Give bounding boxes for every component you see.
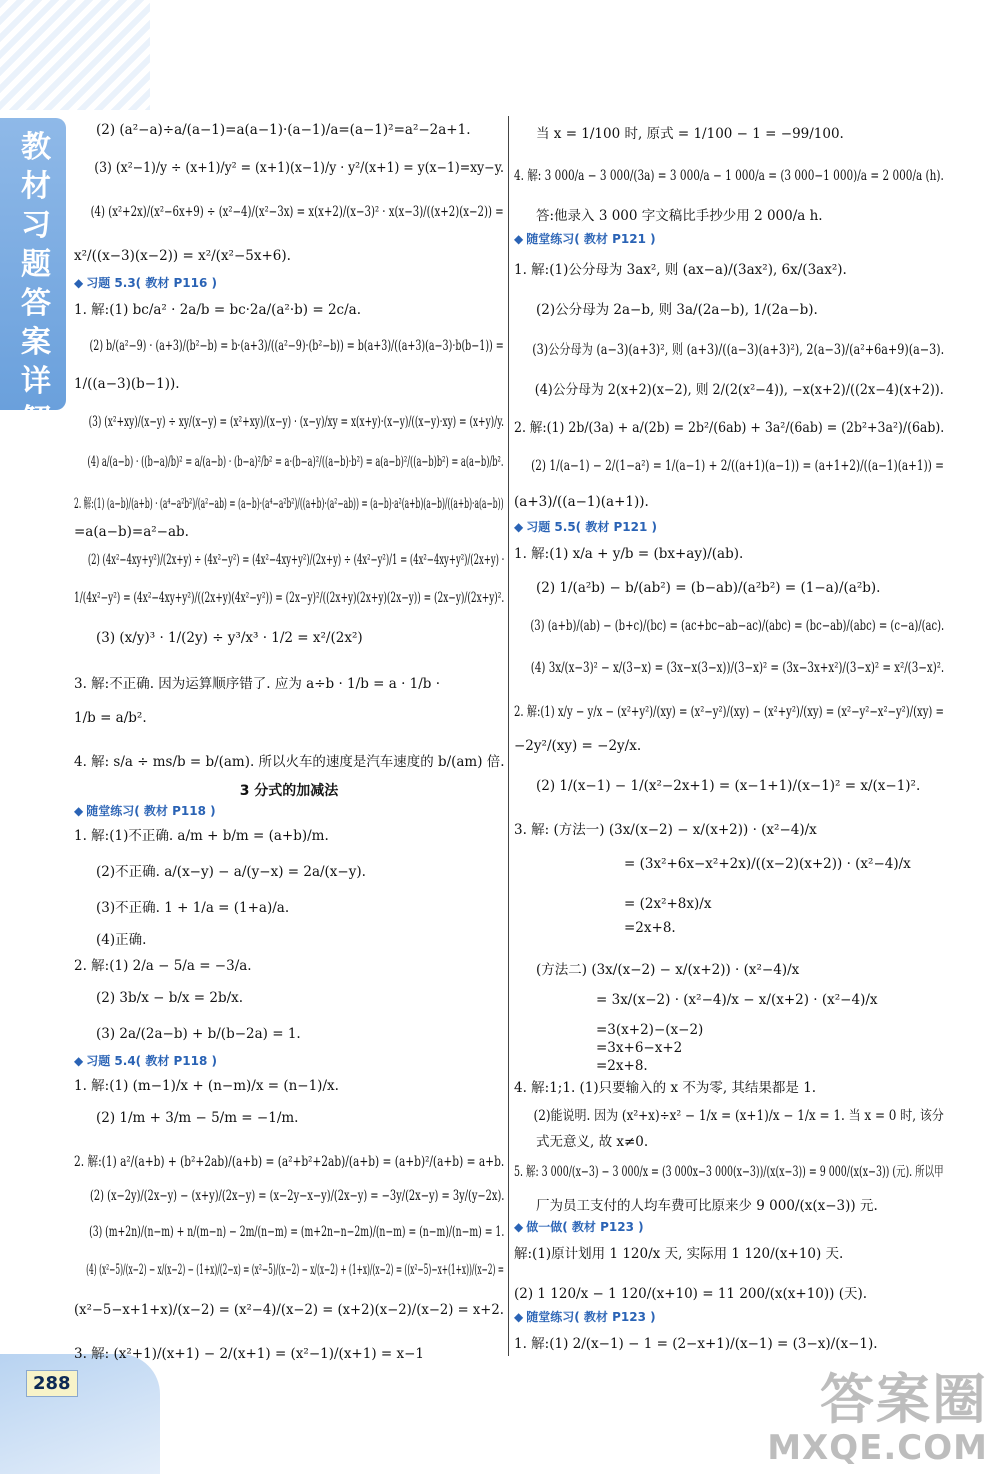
sidebar-char: 题 (21, 247, 51, 282)
answer-line: 1. 解:(1)不正确. a/m + b/m = (a+b)/m. (74, 828, 329, 844)
answer-line: (2) (x−2y)/(2x−y) − (x+y)/(2x−y) = (x−2y−x−y)/(2x−y) = −3y/(2x−y) = 3y/(y−2x). (90, 1188, 505, 1204)
section-heading: ◆ 习题 5.5( 教材 P121 ) (514, 520, 658, 534)
answer-line: 式无意义, 故 x≠0. (536, 1134, 649, 1150)
section-heading: ◆ 随堂练习( 教材 P123 ) (514, 1310, 656, 1324)
answer-line: x²/((x−3)(x−2)) = x²/(x²−5x+6). (74, 248, 291, 264)
answer-line: (3) (x²+xy)/(x−y) ÷ xy/(x−y) = (x²+xy)/(x−y) · (x−y)/xy = x(x+y)·(x−y)/((x−y)·xy) = (x+y)/y. (88, 414, 504, 430)
answer-line: (3) 2a/(2a−b) + b/(b−2a) = 1. (96, 1026, 301, 1042)
answer-line: 答:他录入 3 000 字文稿比手抄少用 2 000/a h. (536, 208, 823, 224)
answer-line: (a+3)/((a−1)(a+1)). (514, 494, 649, 510)
sidebar-title (16, 128, 56, 440)
page-number: 288 (26, 1370, 78, 1397)
answer-line: 3. 解: (方法一) (3x/(x−2) − x/(x+2)) · (x²−4)/x (514, 822, 817, 838)
answer-line: = (2x²+8x)/x (624, 896, 712, 912)
answer-line: (2) 1/m + 3/m − 5/m = −1/m. (96, 1110, 299, 1126)
answer-line: 1. 解:(1) 2/(x−1) − 1 = (2−x+1)/(x−1) = (3−x)/(x−1). (514, 1336, 878, 1352)
answer-line: 3. 解:不正确. 因为运算顺序错了. 应为 a÷b · 1/b = a · 1/b · (74, 676, 441, 692)
answer-line: 厂为员工支付的人均车费可比原来少 9 000/(x(x−3)) 元. (536, 1198, 878, 1214)
answer-line: (2) 3b/x − b/x = 2b/x. (96, 990, 244, 1006)
sidebar-char: 习 (21, 208, 51, 243)
answer-line: =2x+8. (624, 920, 676, 936)
answer-line: −2y²/(xy) = −2y/x. (514, 738, 642, 754)
section-heading: ◆ 随堂练习( 教材 P118 ) (74, 804, 216, 818)
answer-line: (4) a/(a−b) · ((b−a)/b)² = a/(a−b) · (b−a)²/b² = a·(b−a)²/((a−b)·b²) = a(a−b)²/((a−b)b²) = a(a−b)/b². (87, 454, 504, 470)
answer-line: 1. 解:(1)公分母为 3ax², 则 (ax−a)/(3ax²), 6x/(3ax²). (514, 262, 847, 278)
watermark-text: 答案圈 (820, 1368, 988, 1431)
answer-line: 解:(1)原计划用 1 120/x 天, 实际用 1 120/(x+10) 天. (514, 1246, 844, 1262)
answer-line: 1. 解:(1) x/a + y/b = (bx+ay)/(ab). (514, 546, 744, 562)
answer-line: (2) 1 120/x − 1 120/(x+10) = 11 200/(x(x+10)) (天). (514, 1286, 868, 1302)
answer-line: 4. 解: s/a ÷ ms/b = b/(am). 所以火车的速度是汽车速度的 b/(am) 倍. (74, 754, 505, 770)
watermark-url: MXQE.COM (767, 1428, 988, 1468)
answer-line: 1/((a−3)(b−1)). (74, 376, 180, 392)
answer-line: (3) (x/y)³ · 1/(2y) ÷ y³/x³ · 1/2 = x²/(2x²) (96, 630, 363, 646)
answer-line: =3(x+2)−(x−2) (596, 1022, 704, 1038)
answer-line: (2)能说明. 因为 (x²+x)÷x² − 1/x = (x+1)/x − 1/x = 1. 当 x = 0 时, 该分 (533, 1108, 944, 1124)
answer-line: 2. 解:(1) 2/a − 5/a = −3/a. (74, 958, 252, 974)
sidebar-char: 案 (21, 325, 51, 360)
answer-line: 1. 解:(1) (m−1)/x + (n−m)/x = (n−1)/x. (74, 1078, 339, 1094)
answer-line: 2. 解:(1) 2b/(3a) + a/(2b) = 2b²/(6ab) + 3a²/(6ab) = (2b²+3a²)/(6ab). (514, 420, 945, 436)
answer-line: (3)公分母为 (a−3)(a+3)², 则 (a+3)/((a−3)(a+3)²), 2(a−3)/(a²+6a+9)(a−3). (532, 342, 945, 358)
answer-line: (3) (x²−1)/y ÷ (x+1)/y² = (x+1)(x−1)/y · y²/(x+1) = y(x−1)=xy−y. (94, 160, 504, 176)
corner-stripes (0, 0, 150, 110)
section-heading-text: 习题 5.4( 教材 P118 ) (86, 1054, 218, 1068)
section-heading: ◆ 做一做( 教材 P123 ) (514, 1220, 644, 1234)
chapter-subtitle: 3 分式的加减法 (239, 783, 339, 799)
answer-line: 5. 解: 3 000/(x−3) − 3 000/x = (3 000x−3 000(x−3))/(x(x−3)) = 9 000/(x(x−3)) (元). 所以甲 (514, 1164, 944, 1180)
answer-line: =a(a−b)=a²−ab. (74, 524, 189, 540)
section-heading-text: 习题 5.3( 教材 P116 ) (86, 276, 218, 290)
section-heading: ◆ 习题 5.4( 教材 P118 ) (74, 1054, 218, 1068)
answer-line: (2) 1/(a²b) − b/(ab²) = (b−ab)/(a²b²) = (1−a)/(a²b). (536, 580, 881, 596)
answer-line: (2)公分母为 2a−b, 则 3a/(2a−b), 1/(2a−b). (536, 302, 818, 318)
answer-line: 1/(4x²−y²) = (4x²−4xy+y²)/((2x+y)(4x²−y²)) = (2x−y)²/((2x+y)(2x+y)(2x−y)) = (2x−y)/(2x+y)². (74, 590, 505, 606)
answer-line: 2. 解:(1) (a−b)/(a+b) · (a⁴−a²b²)/(a²−ab) = (a−b)·(a⁴−a²b²)/((a+b)·(a²−ab)) = (a−b)·a²(a+b)(a−b)/((a+b)·a(a−b)) (74, 496, 504, 512)
sidebar-char: 材 (21, 169, 51, 204)
answer-line: (2) 1/(a−1) − 2/(1−a²) = 1/(a−1) + 2/((a+1)(a−1)) = (a+1+2)/((a−1)(a+1)) = (531, 458, 944, 474)
answer-line: (2) (a²−a)÷a/(a−1)=a(a−1)·(a−1)/a=(a−1)²=a²−2a+1. (96, 122, 471, 138)
answer-line: = (3x²+6x−x²+2x)/((x−2)(x+2)) · (x²−4)/x (624, 856, 911, 872)
answer-line: (3) (m+2n)/(n−m) + n/(m−n) − 2m/(n−m) = (m+2n−n−2m)/(n−m) = (n−m)/(n−m) = 1. (89, 1224, 505, 1240)
answer-line: (2) (4x²−4xy+y²)/(2x+y) ÷ (4x²−y²) = (4x²−4xy+y²)/(2x+y) ÷ (4x²−y²)/1 = (4x²−4xy+y²)/(2x+y) · (87, 552, 505, 568)
answer-line: =2x+8. (596, 1058, 648, 1074)
column-divider (508, 116, 509, 1356)
answer-line: 当 x = 1/100 时, 原式 = 1/100 − 1 = −99/100. (536, 126, 844, 142)
bottom-band (0, 1354, 160, 1474)
answer-line: (x²−5−x+1+x)/(x−2) = (x²−4)/(x−2) = (x+2)(x−2)/(x−2) = x+2. (74, 1302, 504, 1318)
section-heading-text: 随堂练习( 教材 P118 ) (86, 804, 216, 818)
answer-line: =3x+6−x+2 (596, 1040, 683, 1056)
answer-line: 2. 解:(1) x/y − y/x − (x²+y²)/(xy) = (x²−y²)/(xy) − (x²+y²)/(xy) = (x²−y²−x²−y²)/(xy) = (514, 704, 945, 720)
answer-line: (3)不正确. 1 + 1/a = (1+a)/a. (96, 900, 290, 916)
answer-line: (2) 1/(x−1) − 1/(x²−2x+1) = (x−1+1)/(x−1)² = x/(x−1)². (536, 778, 921, 794)
answer-line: 4. 解: 3 000/a − 3 000/(3a) = 3 000/a − 1 000/a = (3 000−1 000)/a = 2 000/a (h). (514, 168, 944, 184)
section-heading-text: 做一做( 教材 P123 ) (526, 1220, 644, 1234)
section-heading: ◆ 习题 5.3( 教材 P116 ) (74, 276, 218, 290)
answer-line: (4) (x²−5)/(x−2) − x/(x−2) − (1+x)/(2−x) = (x²−5)/(x−2) − x/(x−2) + (1+x)/(x−2) = ((x²−5)−x+(1+x))/(x−2) = (86, 1262, 505, 1278)
section-heading: ◆ 随堂练习( 教材 P121 ) (514, 232, 656, 246)
section-heading-text: 随堂练习( 教材 P121 ) (526, 232, 656, 246)
answer-line: (4) (x²+2x)/(x²−6x+9) ÷ (x²−4)/(x²−3x) = x(x+2)/(x−3)² · x(x−3)/((x+2)(x−2)) = (90, 204, 504, 220)
answer-line: (4) 3x/(x−3)² − x/(3−x) = (3x−x(3−x))/(3−x)² = (3x−3x+x²)/(3−x)² = x²/(3−x)². (530, 660, 945, 676)
sidebar-char: 教 (21, 130, 51, 165)
answer-line: (3) (a+b)/(ab) − (b+c)/(bc) = (ac+bc−ab−ac)/(abc) = (bc−ab)/(abc) = (c−a)/(ac). (530, 618, 945, 634)
answer-line: (4)正确. (96, 932, 147, 948)
answer-line: 1. 解:(1) bc/a² · 2a/b = bc·2a/(a²·b) = 2c/a. (74, 302, 361, 318)
answer-line: (4)公分母为 2(x+2)(x−2), 则 2/(2(x²−4)), −x(x+2)/((2x−4)(x+2)). (534, 382, 944, 398)
answer-line: (2)不正确. a/(x−y) − a/(y−x) = 2a/(x−y). (96, 864, 366, 880)
answer-line: = 3x/(x−2) · (x²−4)/x − x/(x+2) · (x²−4)/x (596, 992, 878, 1008)
answer-line: (2) b/(a²−9) · (a+3)/(b²−b) = b·(a+3)/((a²−9)·(b²−b)) = b(a+3)/((a+3)(a−3)·b(b−1)) = (89, 338, 504, 354)
watermark (767, 1368, 988, 1468)
answer-line: 4. 解:1;1. (1)只要输入的 x 不为零, 其结果都是 1. (514, 1080, 817, 1096)
section-heading-text: 习题 5.5( 教材 P121 ) (526, 520, 658, 534)
sidebar-char: 答 (21, 286, 51, 321)
answer-line: (方法二) (3x/(x−2) − x/(x+2)) · (x²−4)/x (536, 962, 800, 978)
sidebar-char: 解 (21, 403, 51, 438)
answer-line: 1/b = a/b². (74, 710, 147, 726)
answer-line: 3. 解: (x²+1)/(x+1) − 2/(x+1) = (x²−1)/(x+1) = x−1 (74, 1346, 425, 1362)
answer-line: 2. 解:(1) a²/(a+b) + (b²+2ab)/(a+b) = (a²+b²+2ab)/(a+b) = (a+b)²/(a+b) = a+b. (74, 1154, 505, 1170)
section-heading-text: 随堂练习( 教材 P123 ) (526, 1310, 656, 1324)
sidebar-char: 详 (21, 364, 51, 399)
